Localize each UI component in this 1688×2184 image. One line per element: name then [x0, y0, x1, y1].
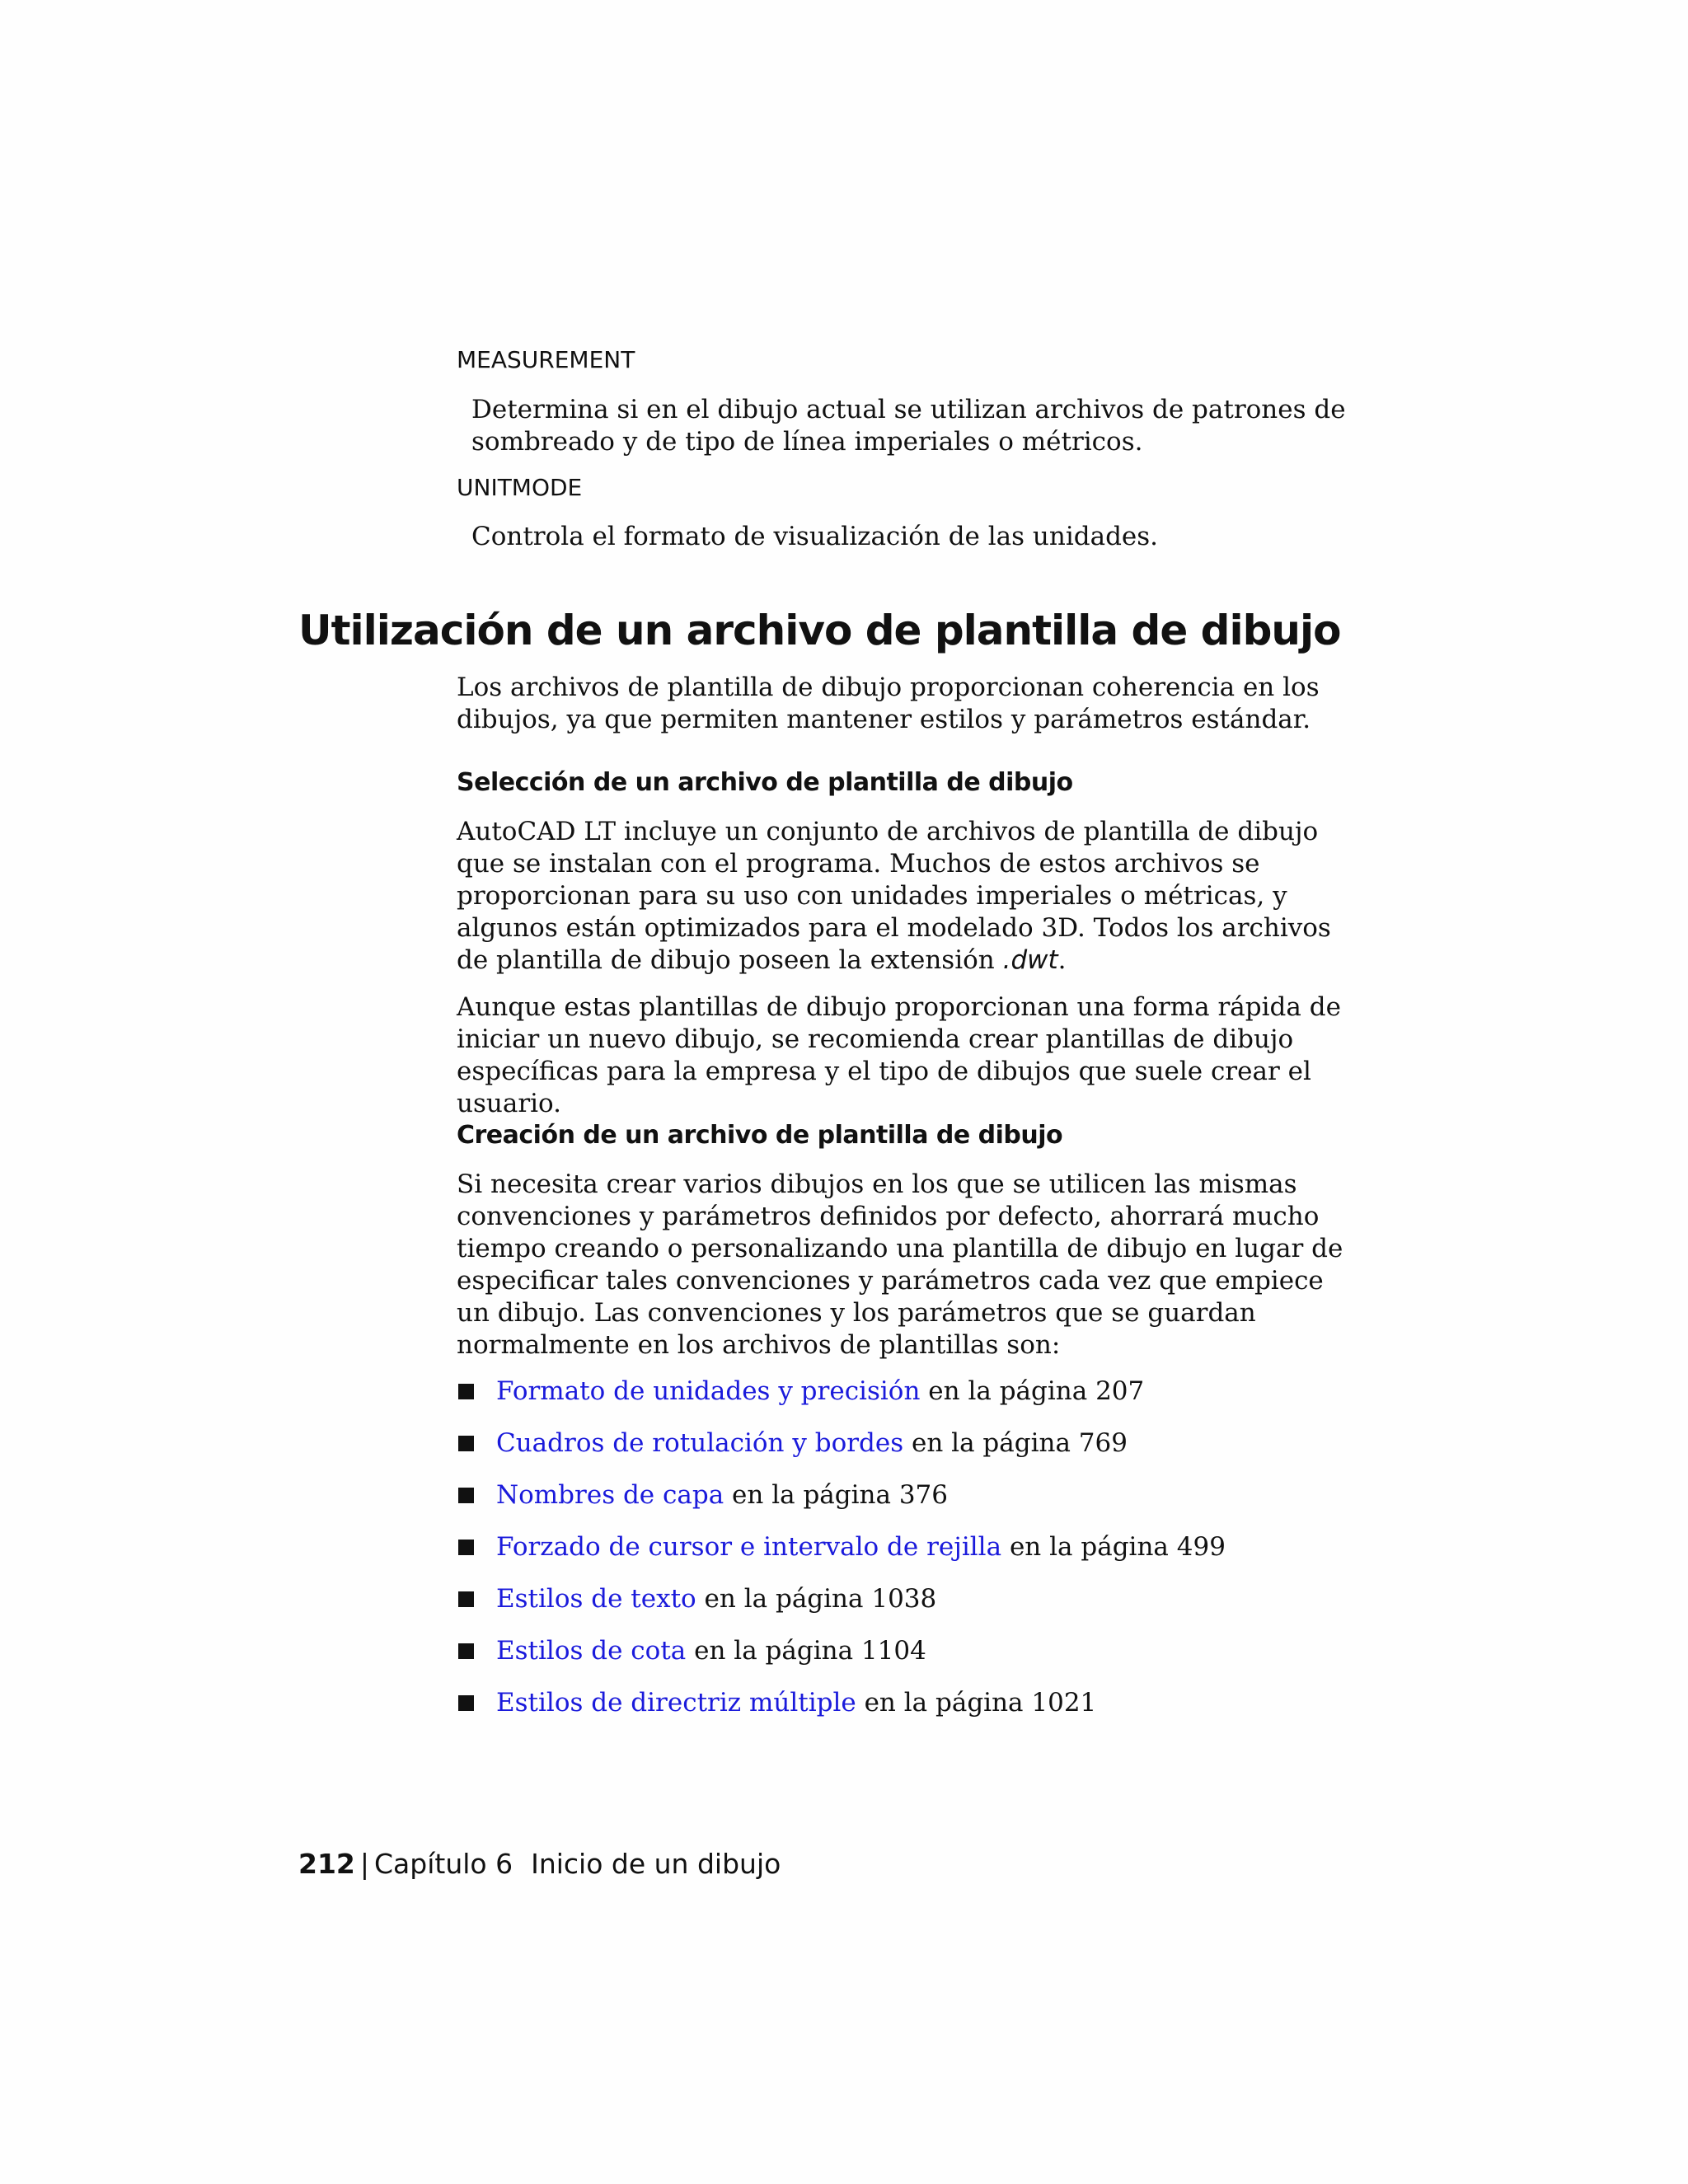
link-estilos-directriz[interactable]: Estilos de directriz múltiple	[496, 1688, 856, 1718]
paragraph-end: .	[1057, 945, 1067, 975]
list-item	[457, 1686, 1226, 1738]
link-formato-unidades[interactable]: Formato de unidades y precisión	[496, 1376, 921, 1406]
footer-chapter-title: Inicio de un dibujo	[531, 1848, 781, 1880]
list-item	[457, 1582, 1226, 1634]
subsection-seleccion-paragraph-1	[457, 816, 1363, 977]
link-cuadros-rotulacion[interactable]: Cuadros de rotulación y bordes	[496, 1428, 904, 1458]
footer-chapter: Capítulo 6	[374, 1848, 513, 1880]
link-nombres-capa[interactable]: Nombres de capa	[496, 1480, 724, 1510]
definition-description-measurement: Determina si en el dibujo actual se utilizan archivos de patrones de sombreado y de tipo de línea imperiales o métricos.	[471, 395, 1346, 457]
page-reference: en la página 769	[903, 1428, 1128, 1458]
bullet-square-icon	[458, 1436, 474, 1451]
bullet-square-icon	[458, 1643, 474, 1659]
list-item	[457, 1634, 1226, 1686]
section-intro: Los archivos de plantilla de dibujo proporcionan coherencia en los dibujos, ya que permiten mantener estilos y parámetros estándar.	[457, 673, 1320, 734]
page-number: 212	[298, 1848, 355, 1880]
bullet-square-icon	[458, 1384, 474, 1399]
subsection-heading-creacion: Creación de un archivo de plantilla de dibujo	[457, 1121, 1063, 1150]
template-settings-list	[457, 1375, 1226, 1738]
list-item	[457, 1427, 1226, 1479]
definition-description-unitmode: Controla el formato de visualización de las unidades.	[471, 522, 1159, 551]
page-reference: en la página 499	[1001, 1532, 1226, 1562]
section-heading: Utilización de un archivo de plantilla de dibujo	[298, 607, 1341, 654]
list-item	[457, 1530, 1226, 1582]
file-extension: .dwt	[1002, 945, 1058, 975]
page-reference: en la página 207	[920, 1376, 1145, 1406]
bullet-square-icon	[458, 1591, 474, 1607]
footer-separator: |	[359, 1848, 370, 1880]
page-reference: en la página 376	[724, 1480, 948, 1510]
subsection-heading-seleccion: Selección de un archivo de plantilla de dibujo	[457, 768, 1073, 797]
link-forzado-cursor[interactable]: Forzado de cursor e intervalo de rejilla	[496, 1532, 1002, 1562]
list-item	[457, 1375, 1226, 1427]
link-estilos-cota[interactable]: Estilos de cota	[496, 1636, 687, 1666]
definition-term-measurement: MEASUREMENT	[457, 346, 635, 373]
definition-term-unitmode: UNITMODE	[457, 474, 583, 501]
paragraph-text: AutoCAD LT incluye un conjunto de archivos de plantilla de dibujo que se instalan con el programa. Muchos de estos archivos se proporcionan para su uso con unidades imperiales o métricas, y algunos están optimizados para el modelado 3D. Todos los archivos de plantilla de dibujo poseen la extensión	[457, 817, 1331, 975]
list-item	[457, 1479, 1226, 1530]
bullet-square-icon	[458, 1695, 474, 1711]
page-reference: en la página 1038	[696, 1584, 937, 1614]
link-estilos-texto[interactable]: Estilos de texto	[496, 1584, 696, 1614]
page-reference: en la página 1021	[856, 1688, 1097, 1718]
subsection-seleccion-paragraph-2: Aunque estas plantillas de dibujo proporcionan una forma rápida de iniciar un nuevo dibujo, se recomienda crear plantillas de dibujo específicas para la empresa y el tipo de dibujos que suele crear el usuario.	[457, 992, 1341, 1118]
bullet-square-icon	[458, 1540, 474, 1555]
page-footer	[298, 1848, 781, 1880]
bullet-square-icon	[458, 1488, 474, 1503]
subsection-creacion-paragraph: Si necesita crear varios dibujos en los que se utilicen las mismas convenciones y parámetros definidos por defecto, ahorrará mucho tiempo creando o personalizando una plantilla de dibujo en lugar de especificar tales convenciones y parámetros cada vez que empiece un dibujo. Las convenciones y los parámetros que se guardan normalmente en los archivos de plantillas son:	[457, 1169, 1343, 1360]
page-reference: en la página 1104	[686, 1636, 926, 1666]
